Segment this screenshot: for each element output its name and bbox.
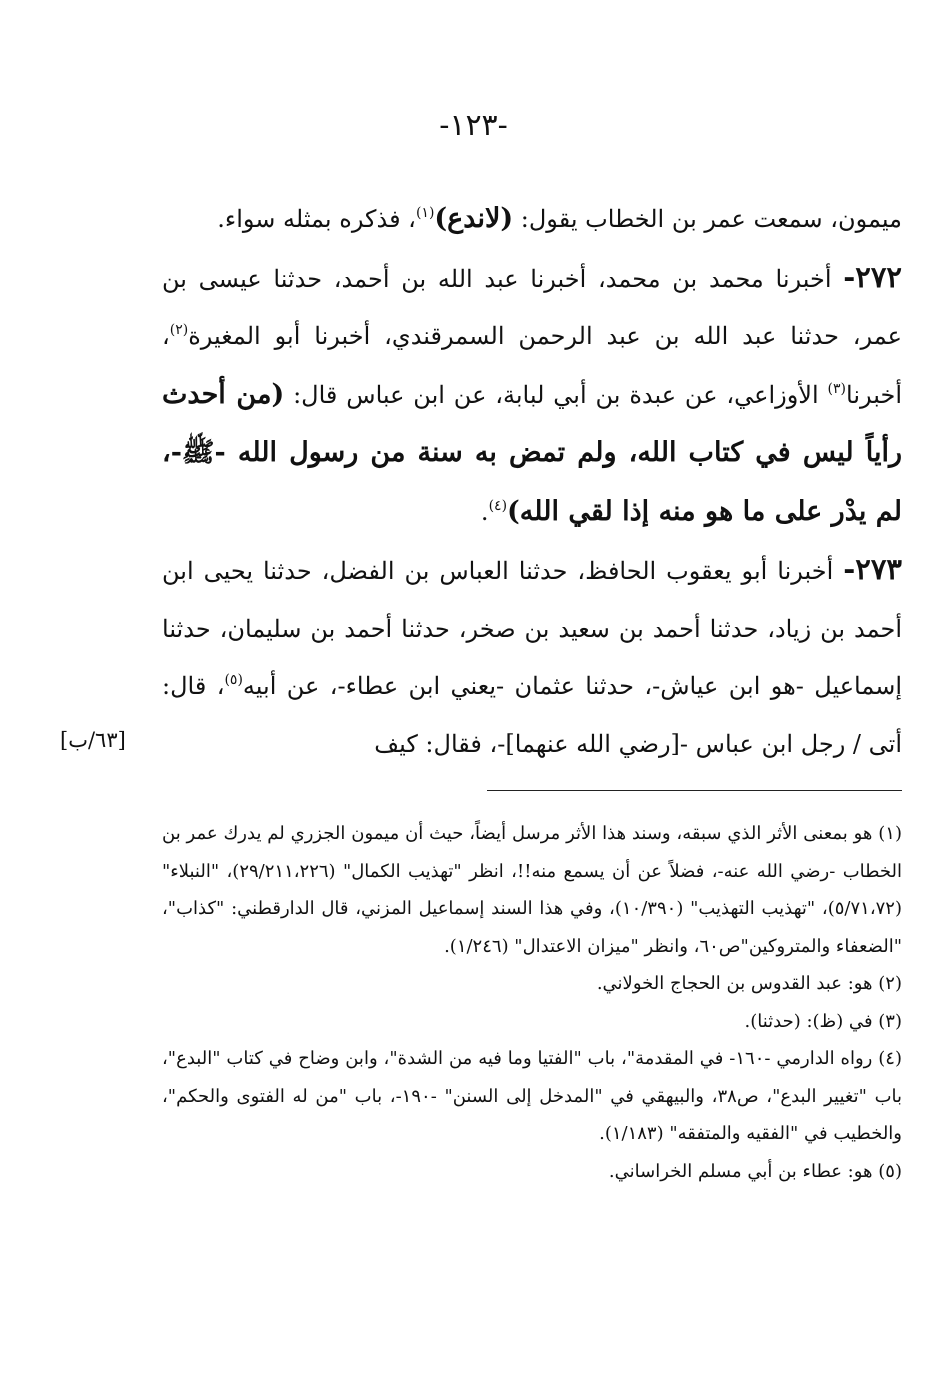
- hadith-quote: (من أحدث رأياً ليس في كتاب الله، ولم تمض به سنة من رسول الله -ﷺ-، لم يدْر على ما هو منه إذا لقي الله): [162, 378, 902, 527]
- hadith-272: ٢٧٢- أخبرنا محمد بن محمد، أخبرنا عبد الله بن أحمد، حدثنا عيسى بن عمر، حدثنا عبد الله بن عبد الرحمن السمرقندي، أخبرنا أبو المغيرة$^{(٢)}$، أخبرنا$^{(٣)}$ الأوزاعي، عن عبدة بن أبي لبابة، عن ابن عباس قال: (من أحدث رأياً ليس في كتاب الله، ولم تمض به سنة من رسول الله -ﷺ-، لم يدْر على ما هو منه إذا لقي الله)$^{(٤)}$.: [162, 259, 902, 527]
- footnote-ref-3[interactable]: (٣): [827, 380, 847, 397]
- footnote-ref-5[interactable]: (٥): [224, 672, 243, 688]
- hadith-273: ٢٧٣- أخبرنا أبو يعقوب الحافظ، حدثنا العباس بن الفضل، حدثنا يحيى ابن أحمد بن زياد، حدثنا أحمد بن سعيد بن صخر، حدثنا أحمد بن سليمان، حدثنا إسماعيل -هو ابن عياش-، حدثنا عثمان -يعني ابن عطاء-، عن أبيه$^{(٥)}$، قال: أتى / رجل ابن عباس -[رضي الله عنهما]-، فقال: كيف: [162, 552, 902, 758]
- page-number: -١٢٣-: [439, 108, 508, 143]
- footnote-2: (٢) هو: عبد القدوس بن الحجاج الخولاني.: [596, 973, 902, 994]
- footnote-ref-2[interactable]: (٢): [169, 322, 189, 338]
- hadith-number-272: ٢٧٢-: [843, 259, 902, 294]
- footnote-4: (٤) رواه الدارمي -١٦٠- في المقدمة"، باب "الفتيا وما فيه من الشدة"، وابن وضاح في كتاب "البدع"، باب "تغيير البدع"، ص٣٨، والبيهقي في "المدخل إلى السنن" -١٩٠-، باب "من له الفتوى والحكم"، والخطيب في "الفقيه والمتفقه" (١/١٨٣).: [162, 1048, 903, 1144]
- footnotes: [162, 815, 902, 1190]
- text-line-continuation: ميمون، سمعت عمر بن الخطاب يقول: (لاندع)$^{(١)}$، فذكره بمثله سواء.: [217, 203, 902, 234]
- hadith-number-273: ٢٧٣-: [843, 552, 902, 586]
- footnote-3: (٣) في (ظ): (حدثنا).: [744, 1010, 902, 1032]
- quoted-phrase: (لاندع): [434, 203, 514, 234]
- footnote-1: (١) هو بمعنى الأثر الذي سبقه، وسند هذا الأثر مرسل أيضاً، حيث أن ميمون الجزري لم يدرك عمر بن الخطاب -رضي الله عنه-، فضلاً عن أن يسمع منه!!، انظر "تهذيب الكمال" (٢٩/٢١١،٢٢٦)، "النبلاء" (٥/٧١،٧٢)، "تهذيب التهذيب" (١٠/٣٩٠)، وفي هذا السند إسماعيل المزني، قال الدارقطني: "كذاب"، "الضعفاء والمتروكين"ص٦٠، وانظر "ميزان الاعتدال" (١/٢٤٦).: [162, 823, 903, 957]
- footnote-5: (٥) هو: عطاء بن أبي مسلم الخراساني.: [608, 1160, 902, 1182]
- footnote-ref-1[interactable]: (١): [415, 205, 435, 221]
- footnote-divider: [487, 790, 902, 791]
- main-text: [162, 190, 902, 773]
- manuscript-folio-marker: [٦٣/ب]: [60, 728, 126, 752]
- footnote-ref-4[interactable]: (٤): [488, 497, 508, 514]
